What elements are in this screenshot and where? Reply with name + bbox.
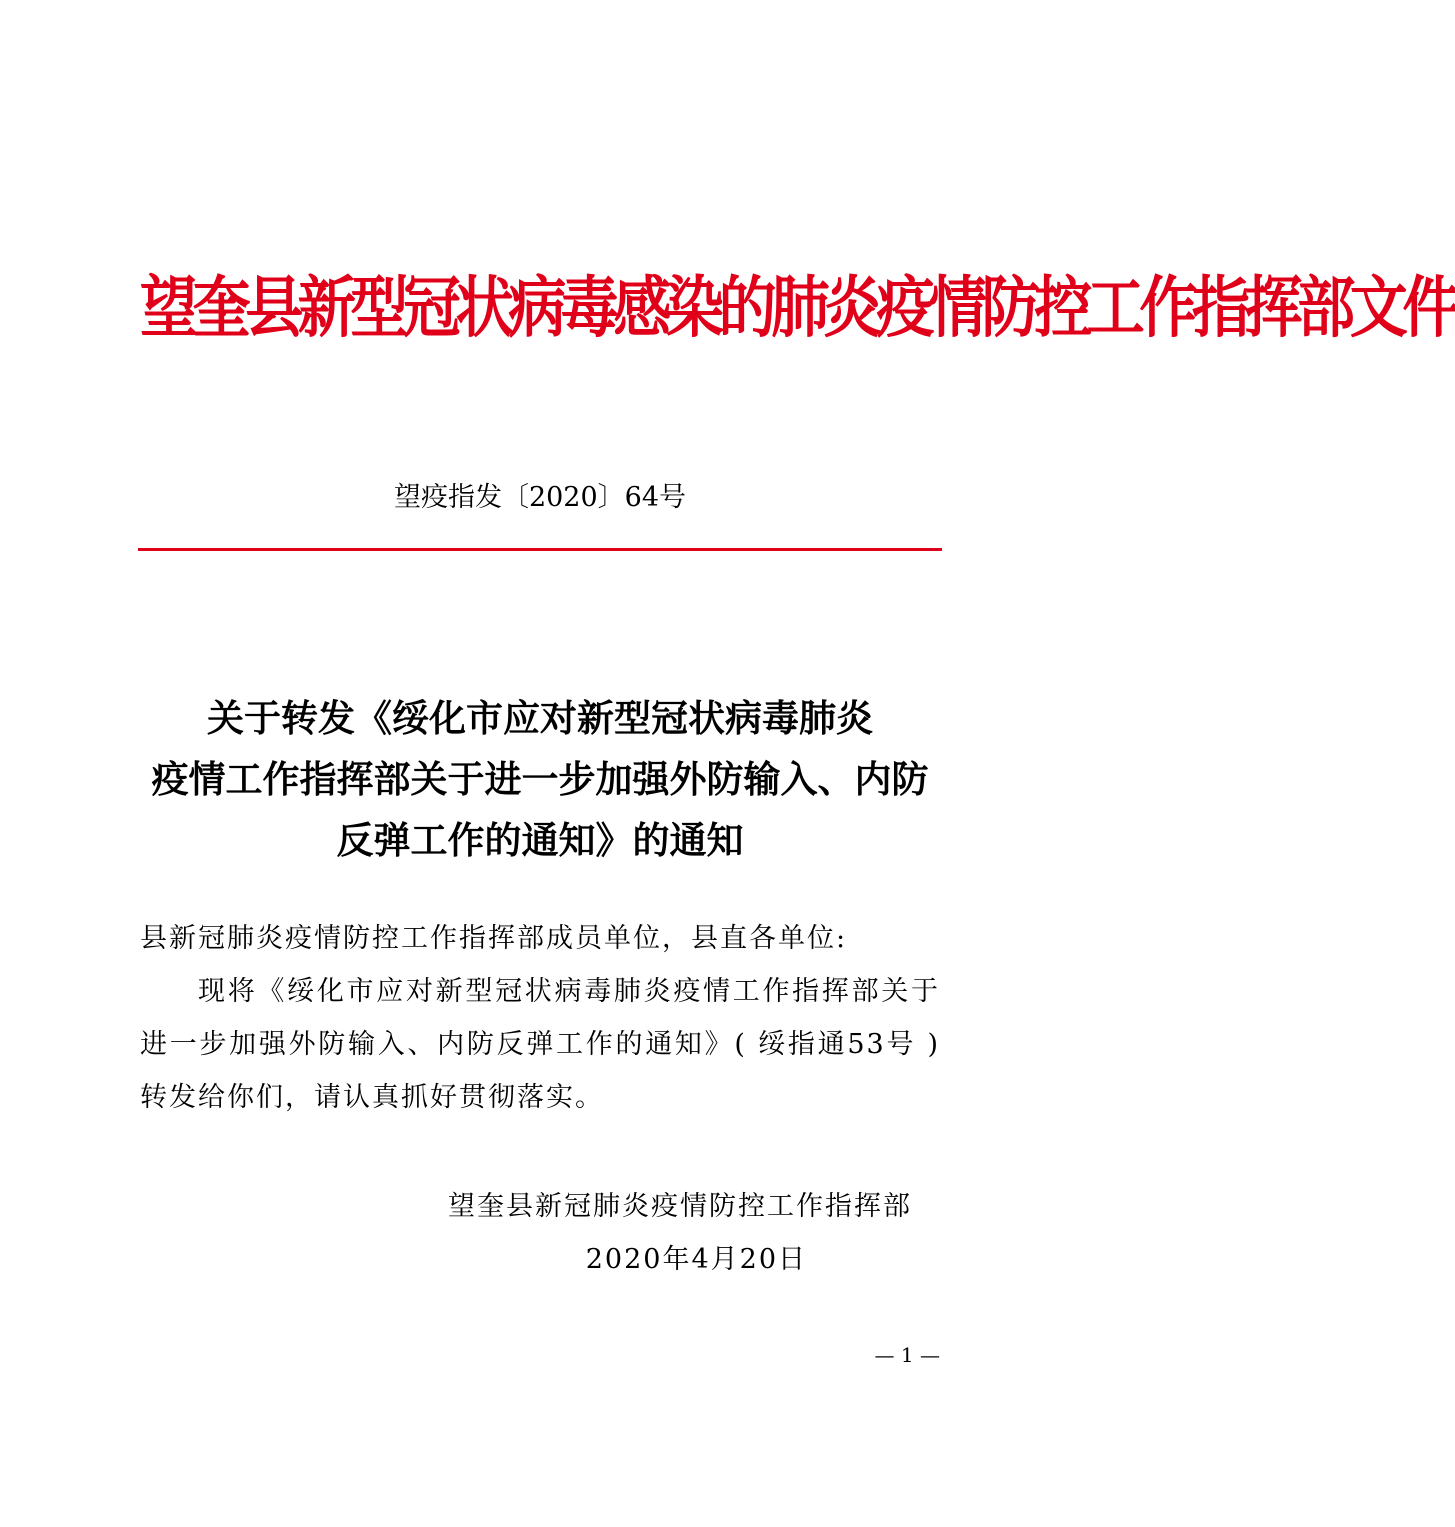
issue-date: 2020年4月20日	[585, 1244, 807, 1275]
red-divider-line	[138, 548, 942, 551]
title-line-2: 疫情工作指挥部关于进一步加强外防输入、内防	[151, 757, 929, 801]
title-line-3: 反弹工作的通知》的通知	[336, 818, 744, 862]
signature-block	[140, 1180, 912, 1286]
notice-title	[140, 688, 940, 871]
issuer-name: 望奎县新冠肺炎疫情防控工作指挥部	[448, 1191, 912, 1222]
notice-body	[140, 912, 940, 1124]
masthead-title: 望奎县新型冠状病毒感染的肺炎疫情防控工作指挥部文件	[140, 268, 1455, 347]
body-paragraph: 现将《绥化市应对新型冠状病毒肺炎疫情工作指挥部关于进一步加强外防输入、内防反弹工作的通知》( 绥指通53号 ) 转发给你们，请认真抓好贯彻落实。	[140, 976, 940, 1113]
document-number: 望疫指发〔2020〕64号	[393, 482, 687, 513]
title-line-1: 关于转发《绥化市应对新型冠状病毒肺炎	[207, 696, 873, 740]
salutation: 县新冠肺炎疫情防控工作指挥部成员单位，县直各单位:	[140, 923, 848, 954]
page-number: — 1 —	[874, 1343, 940, 1367]
